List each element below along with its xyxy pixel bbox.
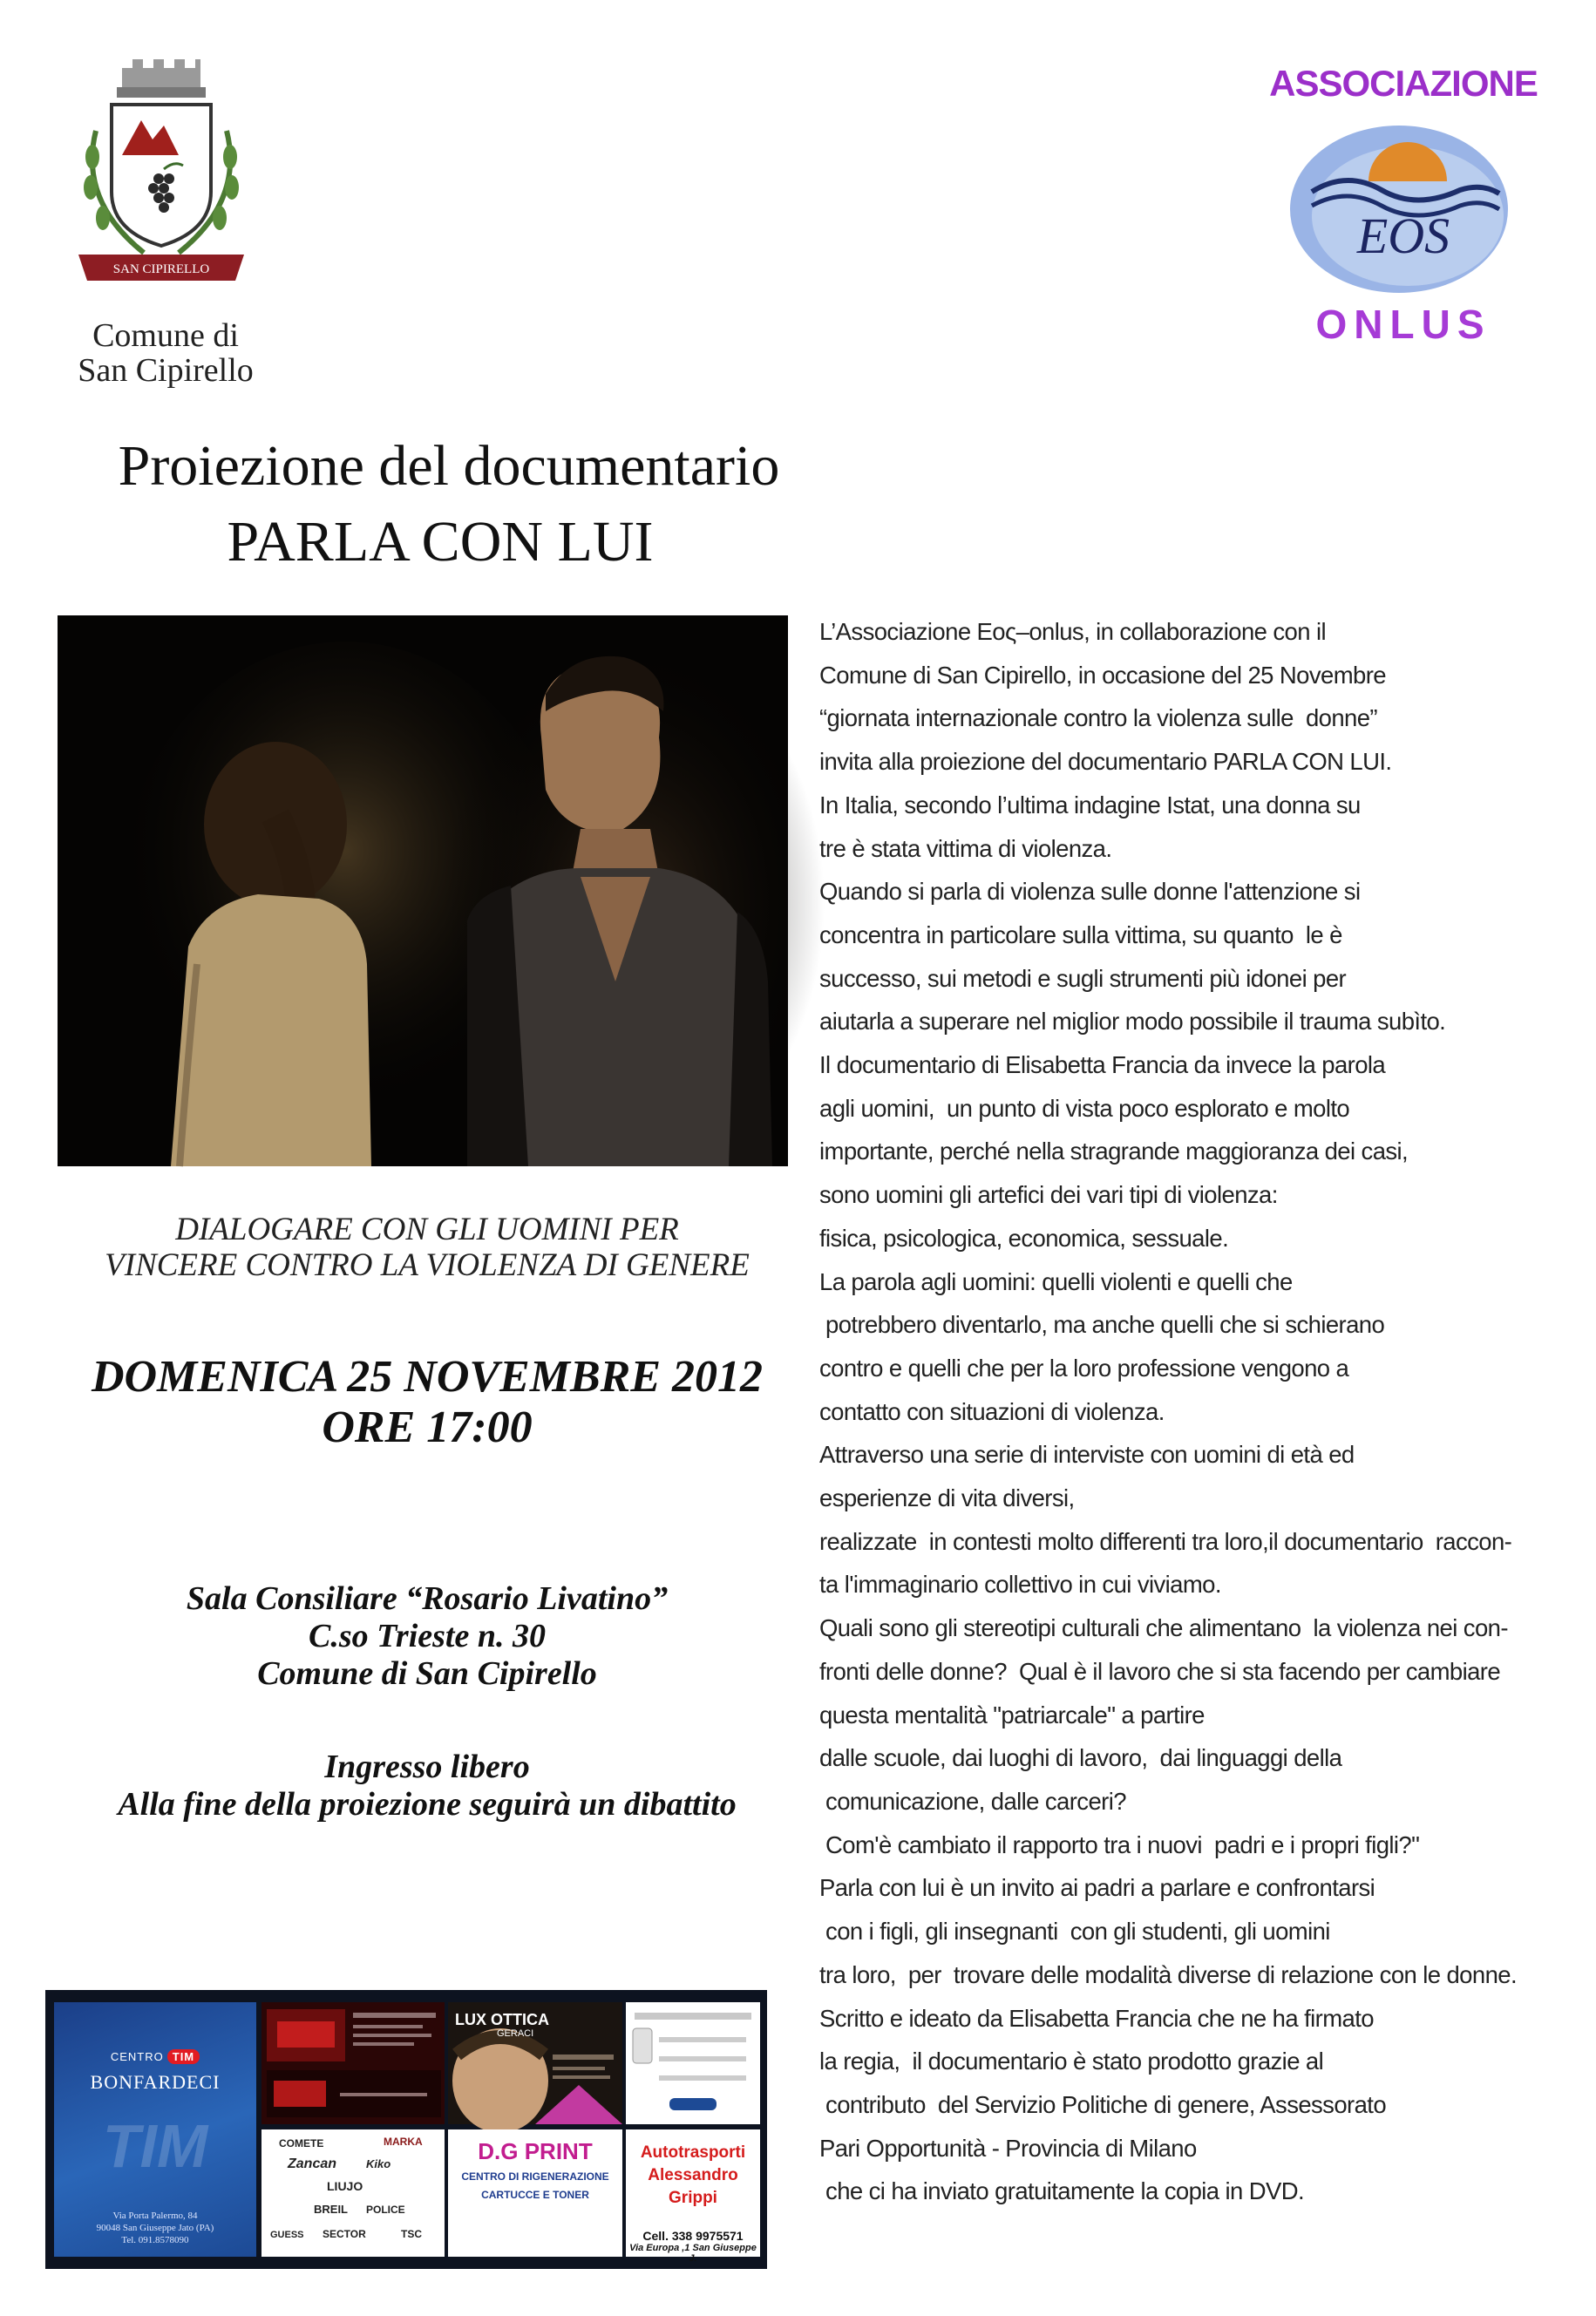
- brand-liujo: LIUJO: [327, 2179, 363, 2193]
- lux-subtitle: GERACI: [497, 2028, 534, 2039]
- sponsor-shop-ad: [261, 2002, 445, 2124]
- association-logo-icon: [1286, 122, 1521, 296]
- comune-line2: San Cipirello: [78, 352, 254, 389]
- body-line: la regia, il documentario è stato prodotto grazie al: [819, 2048, 1324, 2075]
- body-line: realizzate in contesti molto differenti tra loro,il documentario raccon-: [819, 1527, 1512, 1555]
- event-venue: [35, 1580, 819, 1693]
- sponsor-phone-card: [626, 2002, 760, 2124]
- tim-address-3: Tel. 091.8578090: [121, 2235, 189, 2245]
- body-line: Com'è cambiato il rapporto tra i nuovi padri e i propri figli?": [819, 1830, 1420, 1858]
- body-line: concentra in particolare sulla vittima, su quanto le è: [819, 920, 1342, 948]
- body-line: ta l'immaginario collettivo in cui viviamo.: [819, 1571, 1221, 1599]
- association-word: ASSOCIAZIONE: [1269, 63, 1538, 104]
- body-line: tre è stata vittima di violenza.: [819, 834, 1112, 862]
- body-line: Scritto e ideato da Elisabetta Francia che ne ha firmato: [819, 2004, 1374, 2032]
- event-time: ORE 17:00: [322, 1403, 533, 1452]
- body-line: In Italia, secondo l’ultima indagine Istat, una donna su: [819, 791, 1361, 818]
- sponsors-strip: [45, 1990, 767, 2269]
- body-line: importante, perché nella stragrande maggioranza dei casi,: [819, 1138, 1409, 1165]
- venue-line1: Sala Consiliare “Rosario Livatino”: [186, 1580, 669, 1617]
- body-line: questa mentalità "patriarcale" a partire: [819, 1701, 1205, 1729]
- grippi-line1: Autotrasporti: [640, 2143, 746, 2162]
- brand-sector: SECTOR: [323, 2228, 366, 2240]
- body-line: contro e quelli che per la loro professione vengono a: [819, 1354, 1349, 1382]
- body-line: comunicazione, dalle carceri?: [819, 1787, 1126, 1815]
- body-line: Comune di San Cipirello, in occasione del 25 Novembre: [819, 661, 1386, 689]
- body-line: Quali sono gli stereotipi culturali che alimentano la violenza nei con-: [819, 1614, 1508, 1642]
- body-line: contributo del Servizio Politiche di genere, Assessorato: [819, 2090, 1387, 2118]
- body-line: contatto con situazioni di violenza.: [819, 1397, 1165, 1425]
- brand-police: POLICE: [366, 2204, 405, 2216]
- tim-address-1: Via Porta Palermo, 84: [112, 2211, 198, 2221]
- lux-title: LUX OTTICA: [455, 2011, 549, 2028]
- body-line: La parola agli uomini: quelli violenti e quelli che: [819, 1267, 1293, 1295]
- body-line: fisica, psicologica, economica, sessuale.: [819, 1224, 1229, 1252]
- tim-store-name: BONFARDECI: [90, 2071, 221, 2093]
- tim-badge: TIM: [167, 2049, 200, 2064]
- tim-watermark: TIM: [102, 2112, 208, 2180]
- body-line: esperienze di vita diversi,: [819, 1484, 1075, 1512]
- body-line: Attraverso una serie di interviste con uomini di età ed: [819, 1441, 1355, 1469]
- crest-emblem: [61, 52, 261, 314]
- body-line: Pari Opportunità - Provincia di Milano: [819, 2134, 1197, 2162]
- association-onlus: ONLUS: [1315, 302, 1491, 347]
- event-tagline: [35, 1212, 819, 1283]
- event-date: DOMENICA 25 NOVEMBRE 2012: [91, 1352, 764, 1402]
- brand-marka: MARKA: [384, 2136, 423, 2148]
- body-line: Quando si parla di violenza sulle donne l'attenzione si: [819, 878, 1361, 906]
- brand-tsc: TSC: [401, 2228, 422, 2240]
- body-line: fronti delle donne? Qual è il lavoro che si sta facendo per cambiare: [819, 1657, 1501, 1685]
- body-line: agli uomini, un punto di vista poco esplorato e molto: [819, 1094, 1350, 1122]
- brand-kiko: Kiko: [366, 2157, 391, 2170]
- description-body: [819, 610, 1586, 2213]
- brand-guess: GUESS: [270, 2230, 304, 2240]
- tim-address-2: 90048 San Giuseppe Jato (PA): [96, 2223, 214, 2233]
- body-line: potrebbero diventarlo, ma anche quelli che si schierano: [819, 1311, 1385, 1339]
- comune-line1: Comune di: [92, 317, 239, 354]
- crest-banner-text: SAN CIPIRELLO: [112, 262, 210, 276]
- film-still-photo: [58, 615, 788, 1166]
- grippi-address: Via Europa ,1 San Giuseppe J.: [629, 2243, 757, 2264]
- body-line: tra loro, per trovare delle modalità diverse di relazione con le donne.: [819, 1960, 1517, 1988]
- venue-line3: Comune di San Cipirello: [257, 1655, 597, 1692]
- venue-line2: C.so Trieste n. 30: [309, 1618, 546, 1654]
- body-line: aiutarla a superare nel miglior modo possibile il trauma subìto.: [819, 1008, 1446, 1036]
- body-line: “giornata internazionale contro la violenza sulle donne”: [819, 704, 1377, 732]
- grippi-cell: Cell. 338 9975571: [642, 2229, 744, 2243]
- dgprint-sub2: CARTUCCE E TONER: [481, 2189, 589, 2201]
- tim-centro: CENTRO: [110, 2050, 164, 2063]
- tagline-line1: DIALOGARE CON GLI UOMINI PER: [175, 1212, 679, 1247]
- body-line: L’Associazione Εος–onlus, in collaborazione con il: [819, 618, 1326, 645]
- body-line: con i figli, gli insegnanti con gli studenti, gli uomini: [819, 1918, 1330, 1946]
- entry-line2: Alla fine della proiezione seguirà un dibattito: [118, 1786, 737, 1823]
- body-line: dalle scuole, dai luoghi di lavoro, dai linguaggi della: [819, 1744, 1342, 1772]
- body-line: sono uomini gli artefici dei vari tipi di violenza:: [819, 1181, 1278, 1209]
- page-title: Proiezione del documentario: [118, 434, 780, 498]
- sponsor-tim-bonfardeci: [54, 2002, 256, 2257]
- body-line: Parla con lui è un invito ai padri a parlare e confrontarsi: [819, 1874, 1375, 1902]
- dgprint-sub1: CENTRO DI RIGENERAZIONE: [461, 2170, 609, 2183]
- grippi-line2: Alessandro Grippi: [648, 2166, 738, 2207]
- event-entry-info: [35, 1749, 819, 1824]
- sponsor-lux-ottica: [448, 2002, 622, 2124]
- sponsor-autotrasporti-grippi: [626, 2129, 760, 2264]
- brand-comete: COMETE: [279, 2137, 324, 2150]
- body-line: successo, sui metodi e sugli strumenti più idonei per: [819, 964, 1347, 992]
- body-line: che ci ha inviato gratuitamente la copia in DVD.: [819, 2177, 1305, 2205]
- entry-line1: Ingresso libero: [324, 1749, 530, 1785]
- documentary-title: PARLA CON LUI: [227, 510, 654, 574]
- brand-breil: BREIL: [314, 2203, 348, 2216]
- tagline-line2: VINCERE CONTRO LA VIOLENZA DI GENERE: [105, 1247, 750, 1283]
- sponsor-brands-ad: [261, 2129, 445, 2257]
- brand-zancan: Zancan: [288, 2156, 337, 2171]
- association-logo-text: EOS: [1356, 207, 1450, 264]
- comune-label: [35, 318, 296, 388]
- sponsor-dg-print: [448, 2129, 622, 2257]
- body-line: Il documentario di Elisabetta Francia da invece la parola: [819, 1051, 1386, 1079]
- body-line: invita alla proiezione del documentario PARLA CON LUI.: [819, 748, 1392, 776]
- dgprint-logo: D.G PRINT: [478, 2138, 593, 2164]
